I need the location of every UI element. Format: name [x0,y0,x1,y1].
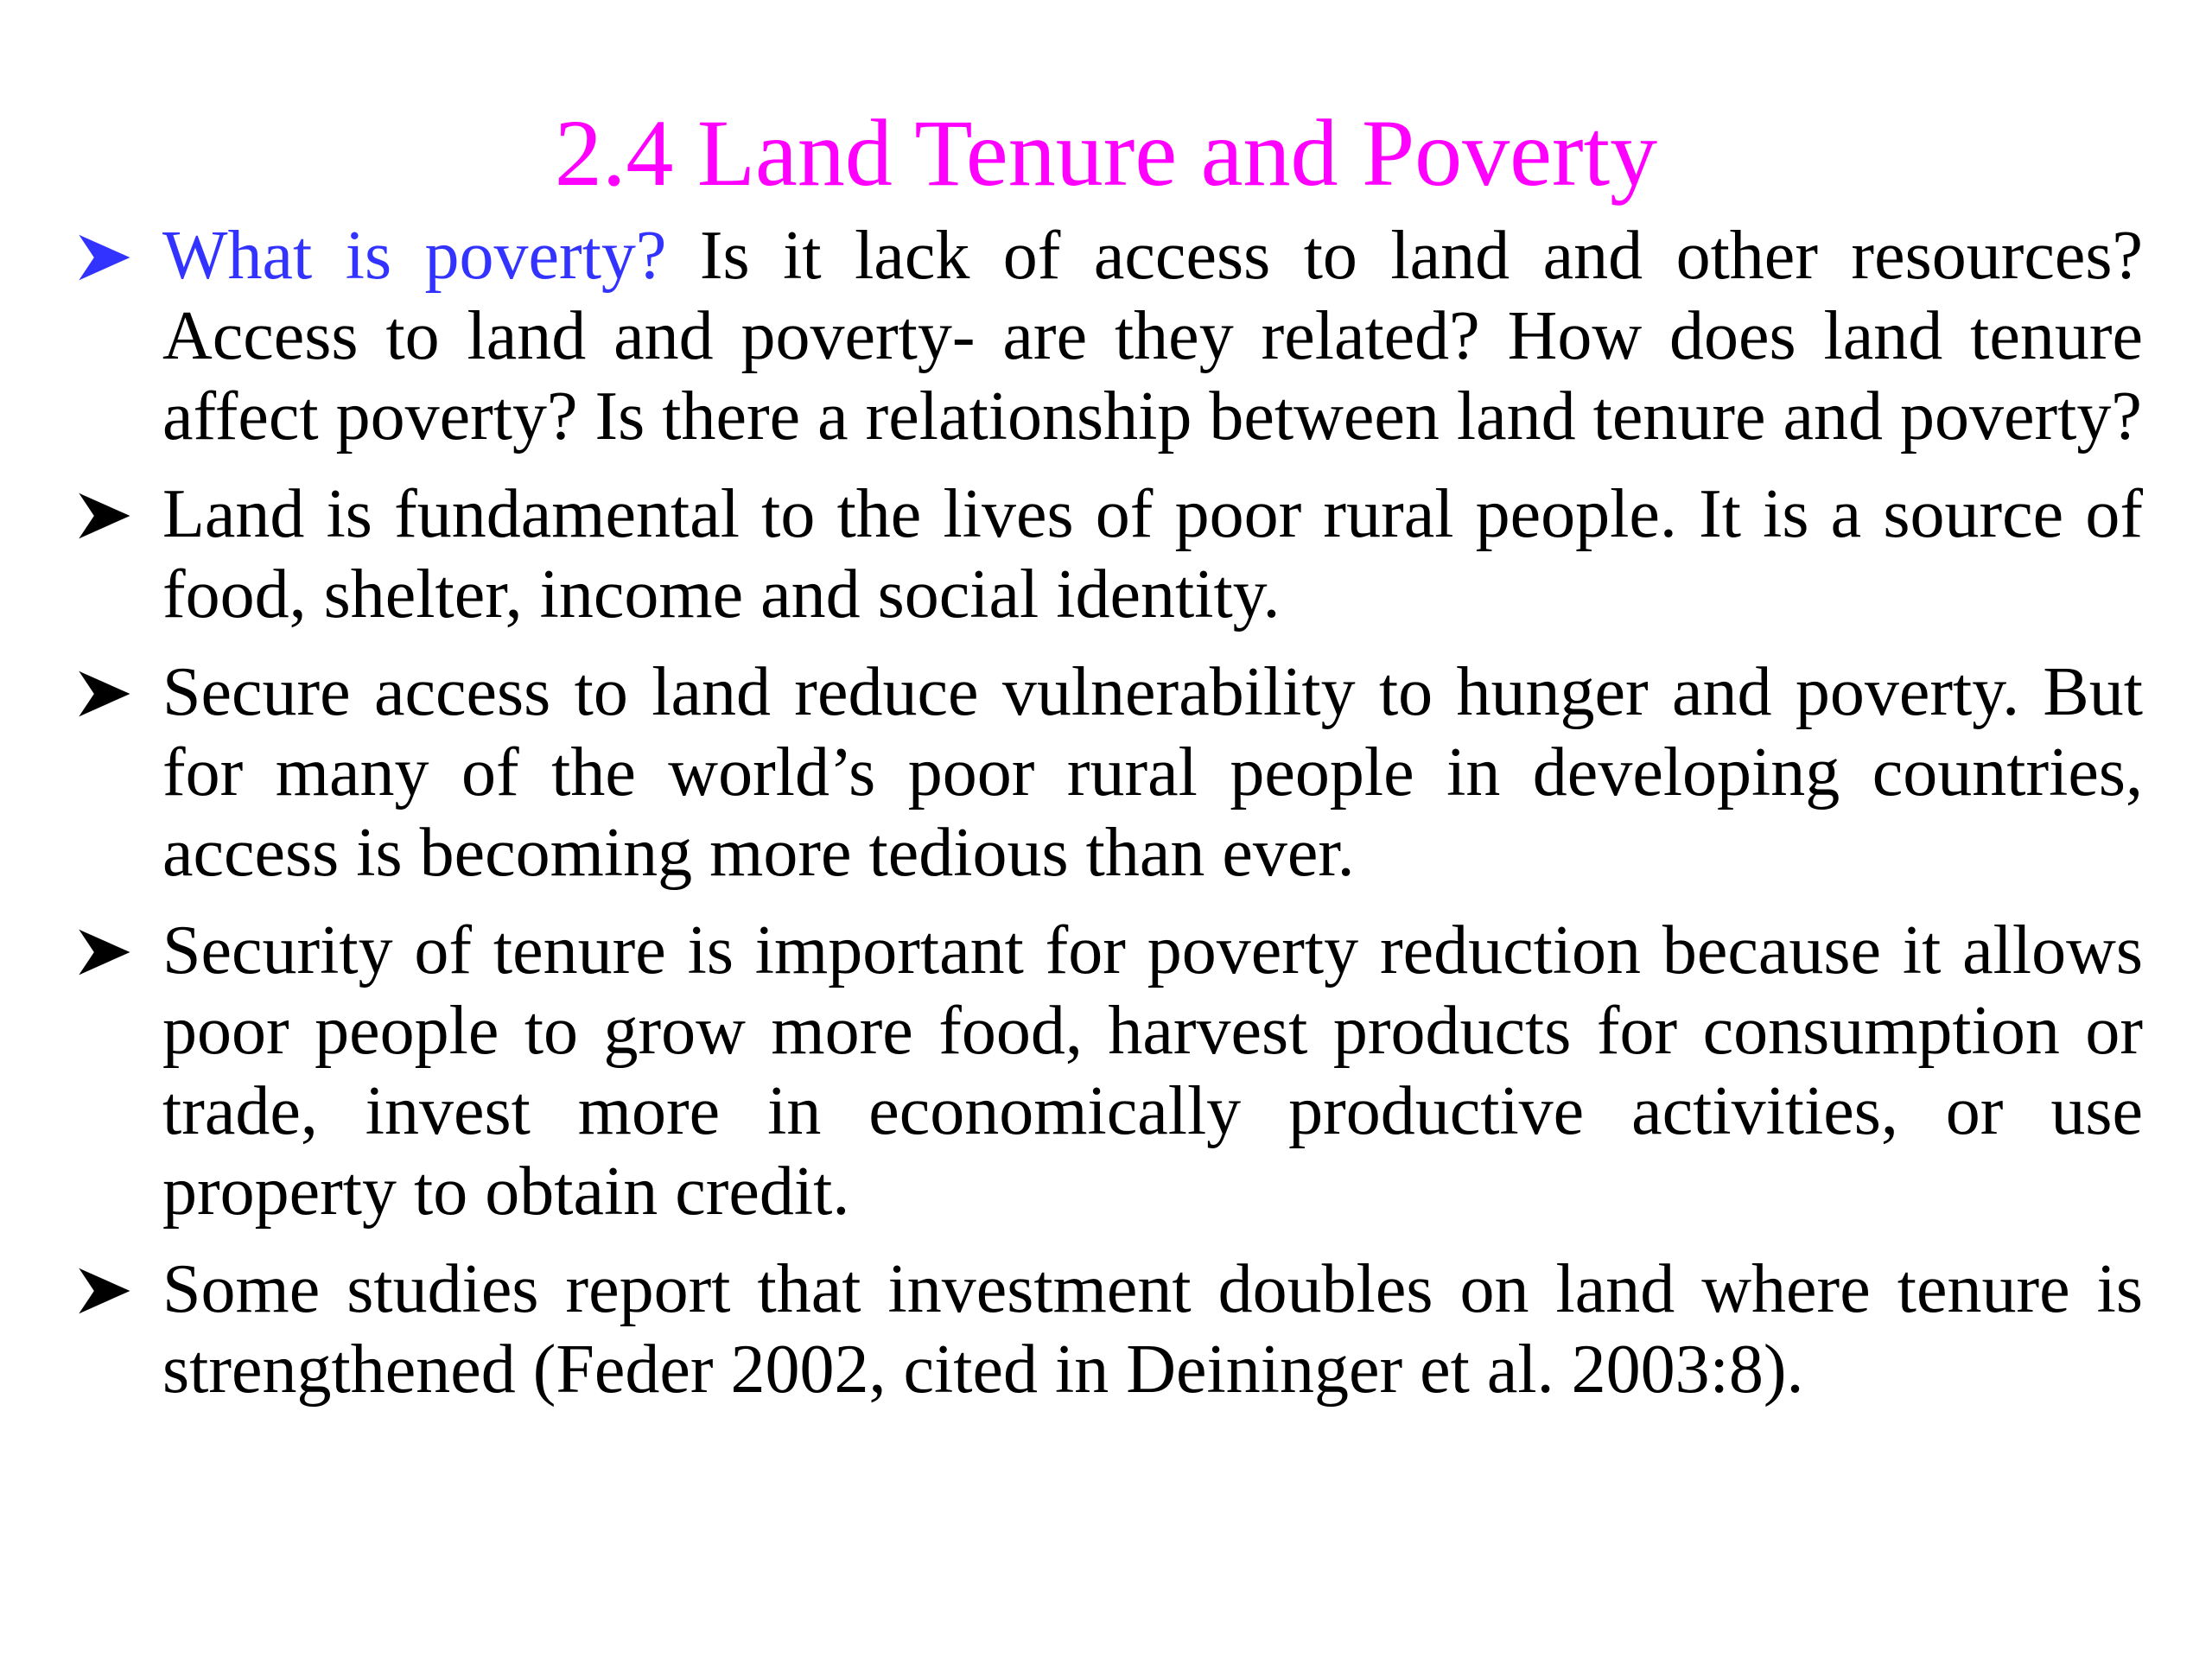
bullet-item-secure-access [78,652,2143,893]
bullet-text [162,216,2143,457]
bullet-body: Land is fundamental to the lives of poor rural people. It is a source of food, shelter, income and social identity. [162,476,2143,632]
arrowhead-bullet-icon [78,492,131,540]
bullet-item-land-fundamental [78,474,2143,635]
bullet-body: Is it lack of access to land and other resources? Access to land and poverty- are they related? How does land tenure affect poverty? Is there a relationship between land tenure and poverty? [162,218,2144,454]
bullet-body: Some studies report that investment doubles on land where tenure is strengthened (Feder 2002, cited in Deininger et al. 2003:8). [162,1251,2143,1408]
bullet-item-security-of-tenure [78,911,2143,1232]
arrowhead-bullet-icon [78,928,131,976]
arrowhead-bullet-icon [78,233,131,282]
arrowhead-bullet-icon [78,1267,131,1315]
bullet-body: Security of tenure is important for poverty reduction because it allows poor people to grow more food, harvest products for consumption or trade, invest more in economically productive activities, or use property to obtain credit. [162,912,2143,1230]
slide-title: 2.4 Land Tenure and Poverty [554,100,1658,206]
bullet-list [78,216,2143,1427]
arrowhead-bullet-icon [78,670,131,718]
bullet-body: Secure access to land reduce vulnerability to hunger and poverty. But for many of the world’s poor rural people in developing countries, access is becoming more tedious than ever. [162,654,2143,891]
bullet-item-investment-studies [78,1249,2143,1410]
bullet-item-poverty-questions [78,216,2143,457]
highlighted-question: What is poverty? [162,218,667,294]
